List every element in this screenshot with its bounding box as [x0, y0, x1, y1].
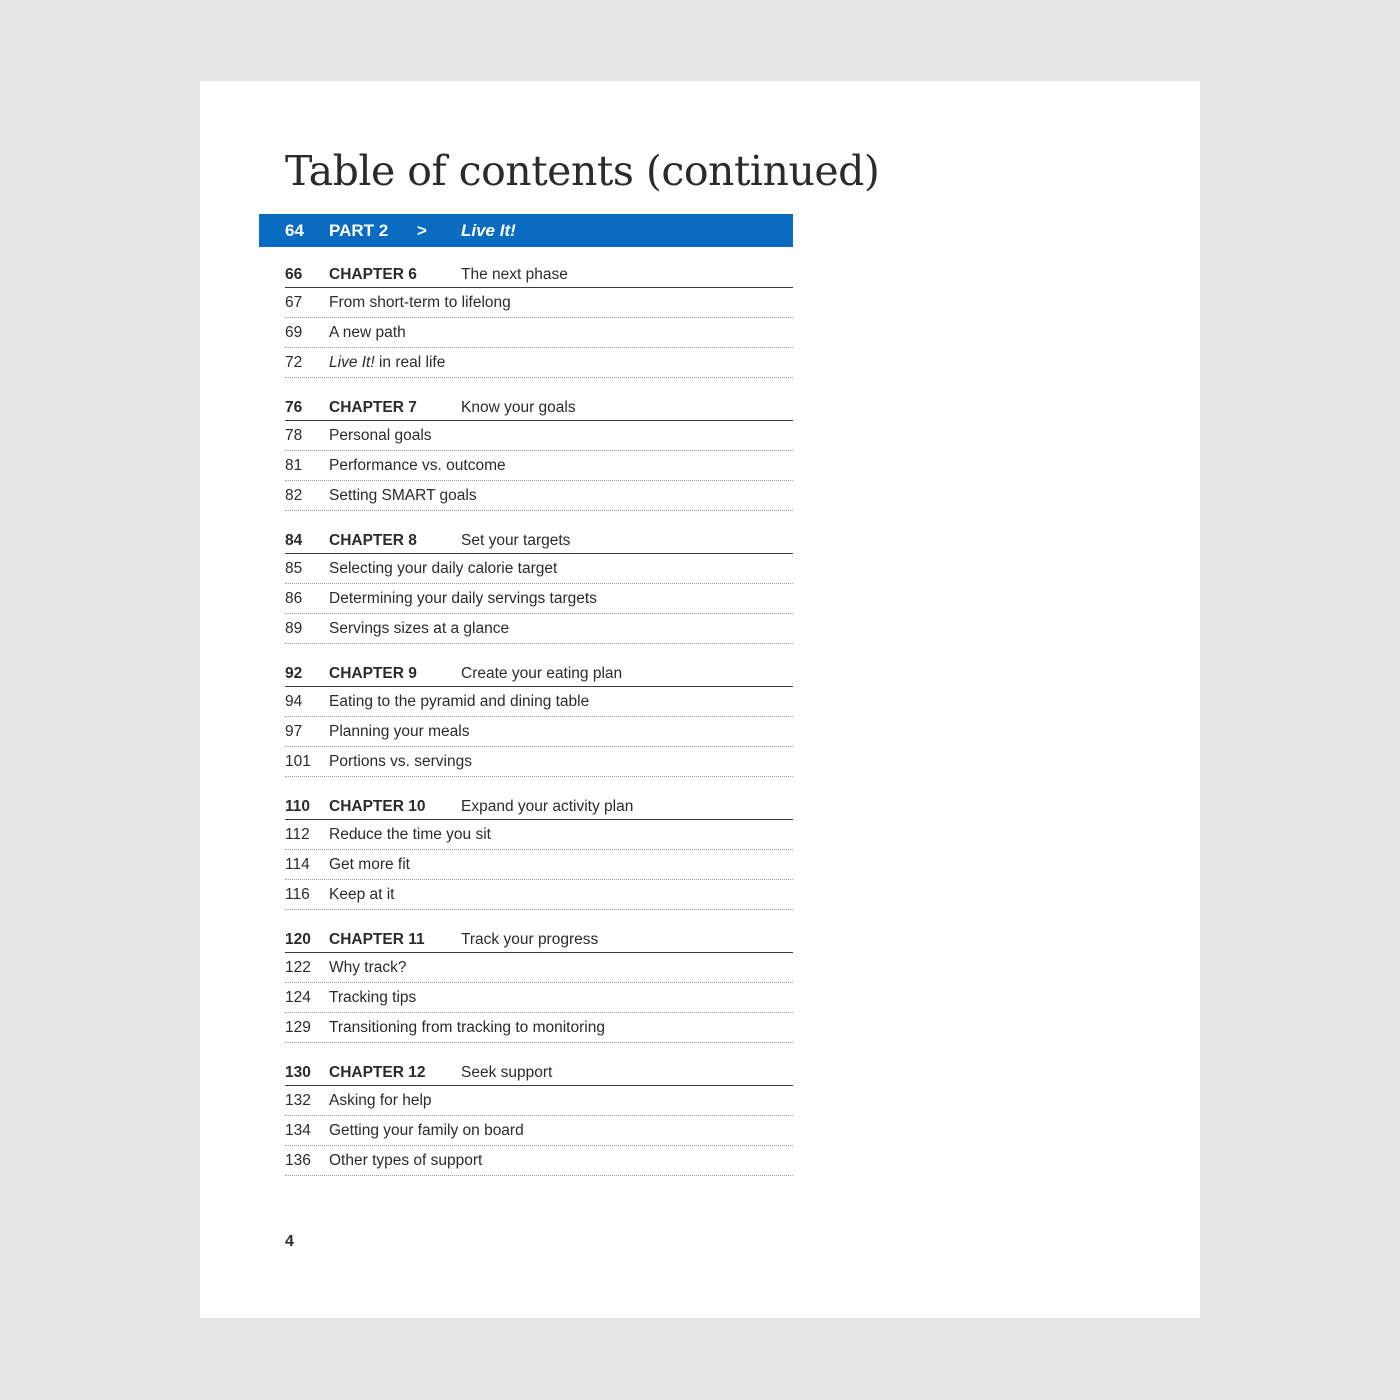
entry-title-rest: in real life — [374, 354, 446, 371]
entry-page-number: 101 — [285, 753, 311, 770]
entry-page-number: 129 — [285, 1019, 311, 1036]
entry-title: Determining your daily servings targets — [329, 590, 597, 607]
chapter-page-number: 66 — [285, 266, 303, 283]
toc-entry[interactable] — [285, 880, 793, 910]
chapter-page-number: 76 — [285, 399, 303, 416]
entry-title: Asking for help — [329, 1092, 432, 1109]
entry-page-number: 82 — [285, 487, 303, 504]
toc-entry[interactable] — [285, 614, 793, 644]
toc-entry[interactable] — [285, 451, 793, 481]
chapter-page-number: 130 — [285, 1064, 311, 1081]
entry-title: Planning your meals — [329, 723, 470, 740]
entry-page-number: 97 — [285, 723, 303, 740]
chapter-heading[interactable] — [285, 789, 793, 820]
toc-entry[interactable] — [285, 584, 793, 614]
entry-page-number: 124 — [285, 989, 311, 1006]
chapter-title: Set your targets — [461, 532, 571, 549]
toc-entry[interactable] — [285, 1146, 793, 1176]
entry-title-italic: Live It! — [329, 354, 375, 371]
entry-title: Servings sizes at a glance — [329, 620, 510, 637]
page-number: 4 — [285, 1233, 294, 1250]
entry-title — [329, 354, 445, 372]
toc-entry[interactable] — [285, 481, 793, 511]
chapter-label: CHAPTER 7 — [329, 399, 417, 416]
entry-page-number: 134 — [285, 1122, 311, 1139]
chapter-page-number: 120 — [285, 931, 311, 948]
chapter-heading[interactable] — [285, 257, 793, 288]
toc-entry[interactable] — [285, 983, 793, 1013]
part-title: Live It! — [461, 221, 516, 240]
chapter-heading[interactable] — [285, 1055, 793, 1086]
entry-page-number: 86 — [285, 590, 303, 607]
entry-page-number: 112 — [285, 826, 310, 843]
chapter-8 — [285, 523, 793, 644]
entry-title: Transitioning from tracking to monitoring — [329, 1019, 605, 1036]
toc-entry[interactable] — [285, 717, 793, 747]
entry-title: Selecting your daily calorie target — [329, 560, 558, 577]
chapter-label: CHAPTER 12 — [329, 1064, 426, 1081]
chapter-title: Seek support — [461, 1064, 553, 1081]
chapter-label: CHAPTER 9 — [329, 665, 417, 682]
entry-page-number: 72 — [285, 354, 303, 371]
chapter-title: Create your eating plan — [461, 665, 623, 682]
chapter-label: CHAPTER 8 — [329, 532, 417, 549]
toc-entry[interactable] — [285, 1013, 793, 1043]
book-page — [200, 81, 1200, 1318]
chapter-11 — [285, 922, 793, 1043]
page-title: Table of contents (continued) — [285, 147, 880, 195]
toc-entry[interactable] — [285, 820, 793, 850]
chapter-heading[interactable] — [285, 523, 793, 554]
chapter-12 — [285, 1055, 793, 1176]
part-label: PART 2 — [329, 221, 389, 240]
toc-entry[interactable] — [285, 288, 793, 318]
chevron-right-icon: > — [417, 221, 427, 240]
entry-page-number: 69 — [285, 324, 303, 341]
toc-entry[interactable] — [285, 953, 793, 983]
chapter-9 — [285, 656, 793, 777]
part-banner[interactable] — [259, 214, 793, 247]
chapter-7 — [285, 390, 793, 511]
chapter-page-number: 84 — [285, 532, 303, 549]
toc-entry[interactable] — [285, 554, 793, 584]
toc-entry[interactable] — [285, 318, 793, 348]
entry-title: Performance vs. outcome — [329, 457, 506, 474]
entry-title: Portions vs. servings — [329, 753, 472, 770]
table-of-contents — [285, 257, 793, 1188]
entry-title: Personal goals — [329, 427, 432, 444]
chapter-title: The next phase — [461, 266, 568, 283]
toc-entry[interactable] — [285, 747, 793, 777]
entry-title: Tracking tips — [329, 989, 417, 1006]
toc-entry[interactable] — [285, 850, 793, 880]
chapter-page-number: 110 — [285, 798, 311, 815]
chapter-10 — [285, 789, 793, 910]
entry-title: From short-term to lifelong — [329, 294, 511, 311]
chapter-6 — [285, 257, 793, 378]
chapter-heading[interactable] — [285, 656, 793, 687]
entry-title: A new path — [329, 324, 406, 341]
chapter-heading[interactable] — [285, 922, 793, 953]
entry-title: Get more fit — [329, 856, 410, 873]
toc-entry[interactable] — [285, 348, 793, 378]
toc-entry[interactable] — [285, 687, 793, 717]
entry-page-number: 122 — [285, 959, 311, 976]
entry-title: Reduce the time you sit — [329, 826, 491, 843]
toc-entry[interactable] — [285, 1116, 793, 1146]
toc-entry[interactable] — [285, 1086, 793, 1116]
entry-title: Setting SMART goals — [329, 487, 477, 504]
entry-page-number: 132 — [285, 1092, 311, 1109]
entry-page-number: 67 — [285, 294, 303, 311]
entry-page-number: 78 — [285, 427, 303, 444]
entry-page-number: 114 — [285, 856, 310, 873]
chapter-page-number: 92 — [285, 665, 303, 682]
entry-page-number: 89 — [285, 620, 303, 637]
entry-title: Getting your family on board — [329, 1122, 524, 1139]
chapter-label: CHAPTER 10 — [329, 798, 426, 815]
chapter-title: Track your progress — [461, 931, 599, 948]
toc-entry[interactable] — [285, 421, 793, 451]
entry-page-number: 81 — [285, 457, 303, 474]
entry-page-number: 94 — [285, 693, 303, 710]
chapter-title: Expand your activity plan — [461, 798, 634, 815]
part-page-number: 64 — [285, 221, 304, 240]
chapter-title: Know your goals — [461, 399, 576, 416]
chapter-label: CHAPTER 11 — [329, 931, 425, 948]
chapter-label: CHAPTER 6 — [329, 266, 417, 283]
entry-page-number: 116 — [285, 886, 310, 903]
entry-title: Other types of support — [329, 1152, 483, 1169]
entry-title: Why track? — [329, 959, 407, 976]
entry-title: Keep at it — [329, 886, 395, 903]
entry-page-number: 136 — [285, 1152, 311, 1169]
entry-title: Eating to the pyramid and dining table — [329, 693, 590, 710]
chapter-heading[interactable] — [285, 390, 793, 421]
entry-page-number: 85 — [285, 560, 303, 577]
